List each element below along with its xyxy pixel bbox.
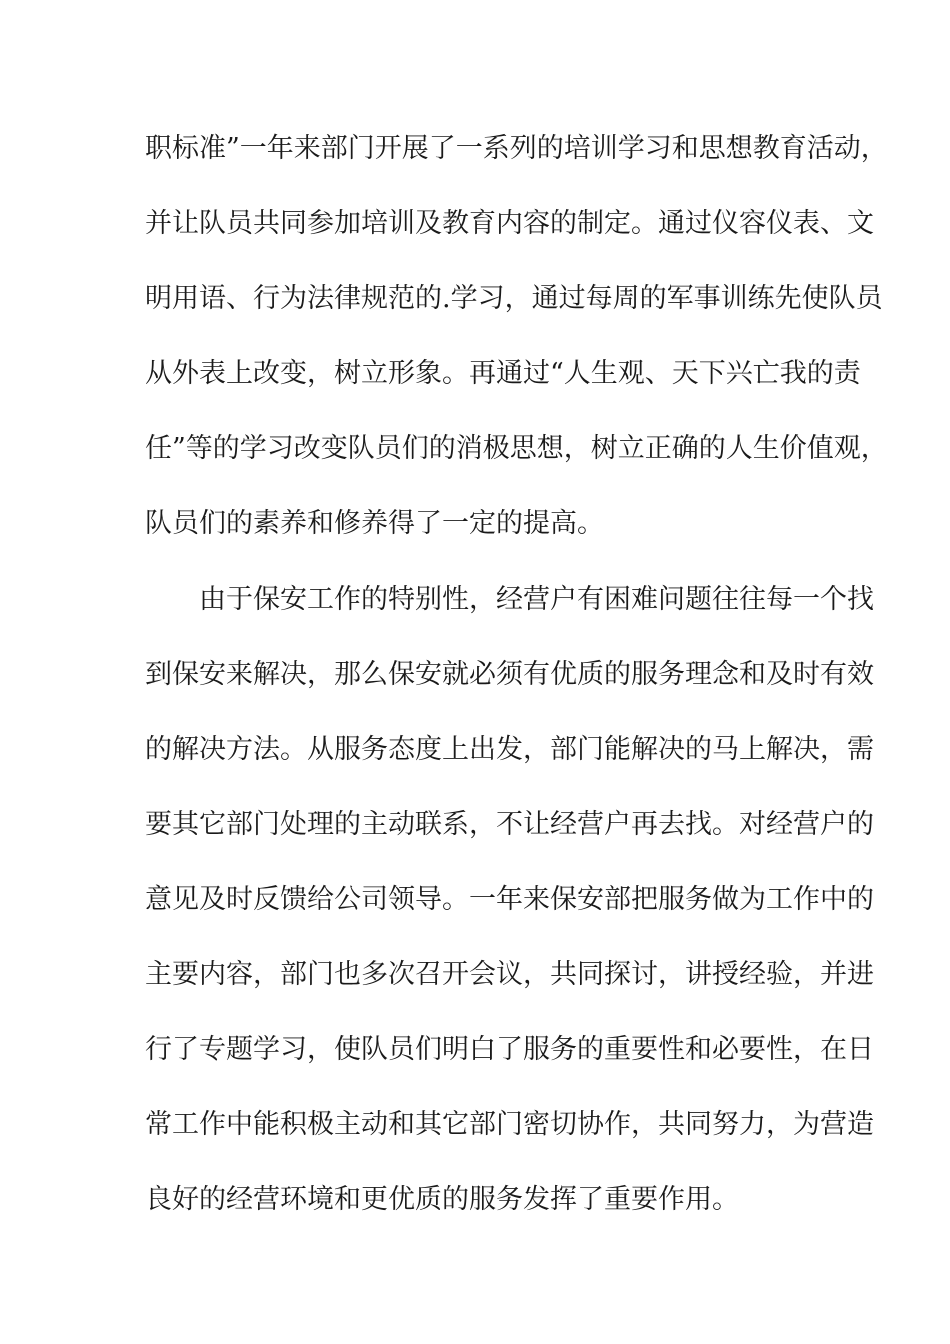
line-text: 队员们的素养和修养得了一定的提高。 bbox=[145, 508, 604, 539]
line-text: 明用语、行为法律规范的.学习，通过每周的军事训练先使队员 bbox=[145, 283, 883, 314]
line-text: 并让队员共同参加培训及教育内容的制定。通过仪容仪表、文 bbox=[145, 208, 874, 239]
text-line bbox=[0, 279, 950, 319]
line-text: 主要内容，部门也多次召开会议，共同探讨，讲授经验，并进 bbox=[145, 959, 874, 990]
line-text: 由于保安工作的特别性，经营户有困难问题往往每一个找 bbox=[199, 584, 874, 615]
text-line bbox=[0, 504, 950, 544]
text-line bbox=[0, 655, 950, 695]
line-text: 常工作中能积极主动和其它部门密切协作，共同努力，为营造 bbox=[145, 1109, 874, 1140]
text-line bbox=[0, 1180, 950, 1220]
text-line bbox=[0, 955, 950, 995]
text-line bbox=[0, 204, 950, 244]
line-text: 意见及时反馈给公司领导。一年来保安部把服务做为工作中的 bbox=[145, 884, 874, 915]
line-text: 的解决方法。从服务态度上出发，部门能解决的马上解决，需 bbox=[145, 734, 874, 765]
text-line bbox=[0, 880, 950, 920]
text-line bbox=[0, 580, 950, 620]
text-line bbox=[0, 129, 950, 169]
text-line bbox=[0, 1030, 950, 1070]
line-text: 行了专题学习，使队员们明白了服务的重要性和必要性，在日 bbox=[145, 1034, 874, 1065]
text-line bbox=[0, 805, 950, 845]
text-line bbox=[0, 429, 950, 469]
text-line bbox=[0, 354, 950, 394]
line-text: 职标准”一年来部门开展了一系列的培训学习和思想教育活动， bbox=[145, 133, 888, 164]
text-line bbox=[0, 1105, 950, 1145]
text-line bbox=[0, 730, 950, 770]
line-text: 要其它部门处理的主动联系，不让经营户再去找。对经营户的 bbox=[145, 809, 874, 840]
line-text: 良好的经营环境和更优质的服务发挥了重要作用。 bbox=[145, 1184, 739, 1215]
line-text: 任”等的学习改变队员们的消极思想，树立正确的人生价值观， bbox=[145, 433, 888, 464]
line-text: 从外表上改变，树立形象。再通过“人生观、天下兴亡我的责 bbox=[145, 358, 861, 389]
line-text: 到保安来解决，那么保安就必须有优质的服务理念和及时有效 bbox=[145, 659, 874, 690]
